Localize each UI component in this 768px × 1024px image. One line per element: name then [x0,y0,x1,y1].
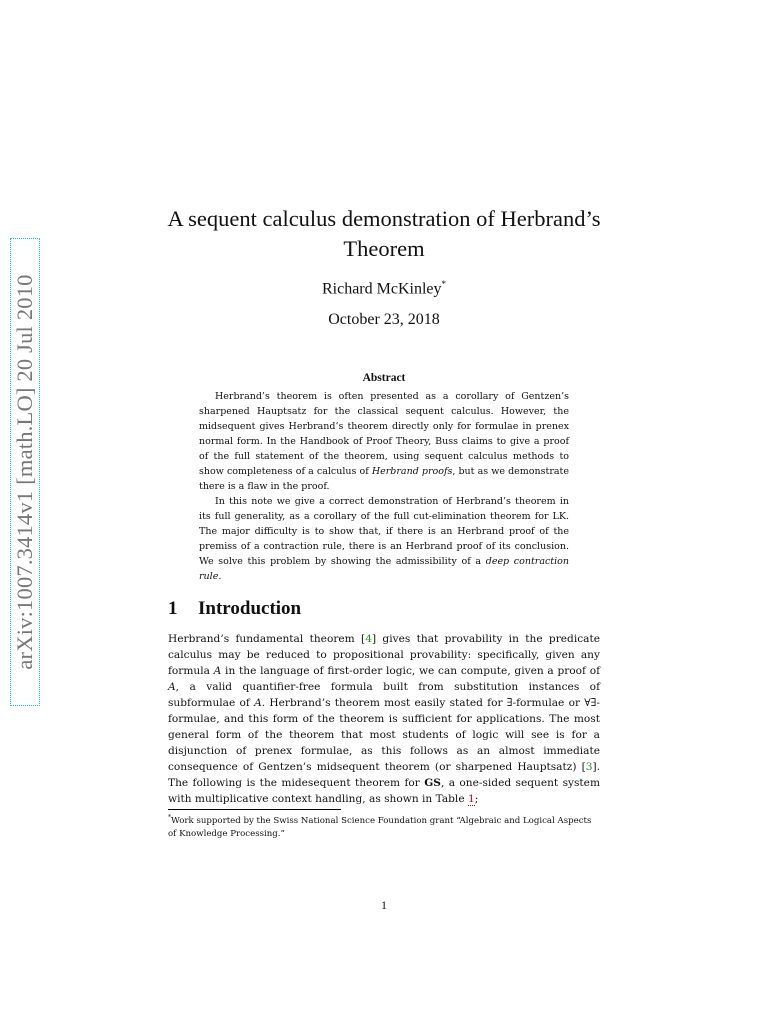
math-variable: A [168,681,176,693]
body-text: ; [474,793,479,805]
abstract-heading: Abstract [362,372,406,384]
author-footnote-mark: * [441,279,447,289]
citation-link[interactable]: 4 [365,633,372,645]
abstract-paragraph-1 [199,389,569,494]
footnote-rule [168,809,341,810]
section-number: 1 [168,598,178,619]
body-text: ]. The following is the midesequent theorem for [168,761,600,789]
abstract-text: Herbrand’s theorem is often presented as a corollary of Gentzen’s sharpened Hauptsatz for the classical sequent calculus. However, the midsequent gives Herbrand’s theorem directly only for formulae in prenex normal form. In the Handbook of Proof Theory, Buss claims to give a proof of the full statement of the theorem, using sequent calculus methods to show completeness of a calculus of [199,391,569,477]
body-text: ] gives that provability in the predicate calculus may be reduced to propositional provability: specifically, given any formula [168,633,600,677]
page-number: 1 [381,898,387,912]
body-text: Herbrand’s fundamental theorem [ [168,633,366,645]
footnote-text: Work supported by the Swiss National Science Foundation grant “Algebraic and Logical Aspects of Knowledge Processing.” [168,815,592,839]
body-text: in the language of first-order logic, we can compute, given a proof of [221,665,600,677]
abstract-text: . [218,571,222,582]
arxiv-stamp-text: arXiv:1007.3414v1 [math.LO] 20 Jul 2010 [12,274,37,670]
arxiv-stamp [10,238,40,706]
body-text: , a valid quantifier-free formula built from substitution instances of subformulae of [168,681,600,709]
abstract-body [199,389,569,584]
body-text: . Herbrand’s theorem most easily stated for ∃-formulae or ∀∃-formulae, and this form of the theorem is sufficient for applications. The most general form of the theorem that most students of logic will see is for a disjunction of prenex formulae, as this follows as an almost immediate consequence of Gentzen’s midsequent theorem (or sharpened Hauptsatz) [ [168,697,600,773]
math-variable: A [213,665,222,677]
citation-link[interactable]: 3 [585,761,593,773]
paper-date: October 23, 2018 [328,311,440,328]
section-heading [168,598,301,620]
abstract-text: In this note we give a correct demonstration of Herbrand’s theorem in its full generality, as a corollary of the full cut-elimination theorem for LK. The major difficulty is to show that, if there is an Herbrand proof of the premiss of a contraction rule, there is an Herbrand proof of its conclusion. We solve this problem by showing the admissibility of a [199,496,569,567]
section-title: Introduction [198,598,302,619]
paper-title: A sequent calculus demonstration of Herbrand’s Theorem [167,206,601,261]
introduction-paragraph [168,631,600,807]
footnote-mark: * [168,814,171,821]
system-name: GS [424,777,441,789]
author-line [150,279,618,298]
math-variable: A [254,697,262,709]
footnote [168,811,600,841]
abstract-emphasis: deep contraction rule [199,556,569,582]
body-text: , a one-sided sequent system with multiplicative context handling, as shown in Table [168,777,601,805]
table-reference-link[interactable]: 1 [467,793,475,805]
abstract-text: , but as we demonstrate there is a flaw in the proof. [199,466,569,492]
introduction-body [168,631,600,807]
abstract-emphasis: Herbrand proofs [371,466,453,477]
abstract-paragraph-2 [199,494,569,584]
author-name: Richard McKinley [321,280,442,298]
